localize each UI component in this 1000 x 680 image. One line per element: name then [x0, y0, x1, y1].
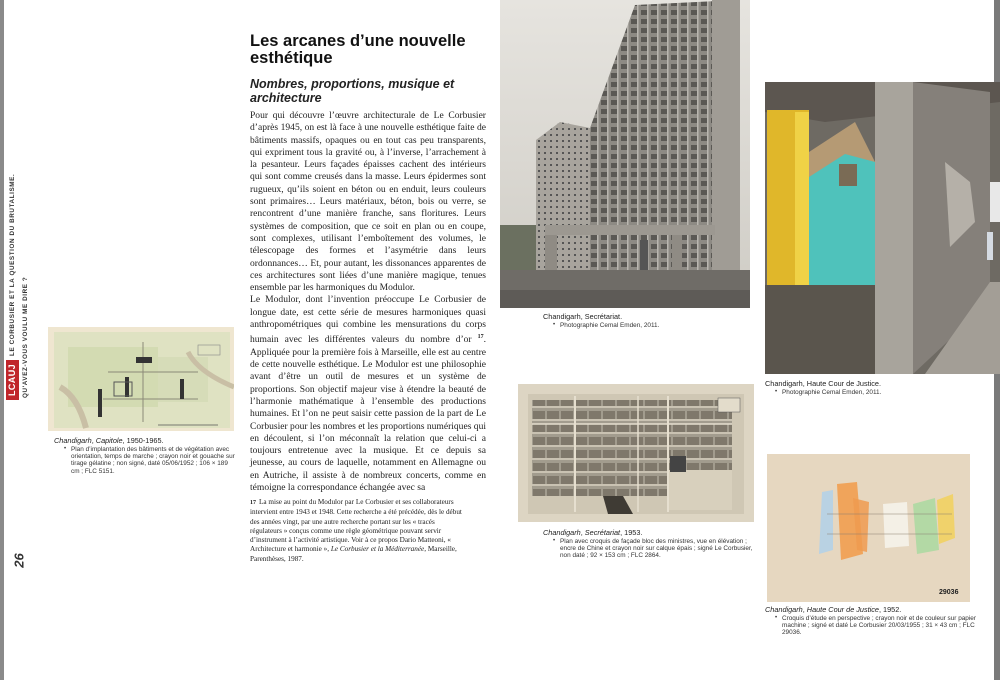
- caption-place: Chandigarh: [543, 528, 581, 537]
- caption-secretariat-photo: [543, 313, 753, 329]
- haute-cour-photograph: [765, 82, 1000, 374]
- footnote-reference[interactable]: 17: [477, 334, 484, 341]
- footnote-number: 17: [250, 500, 256, 506]
- footnote-text: La mise au point du Modulor par Le Corbusier et ses collaborateurs intervient entre 1943 et 1948. Cette recherche a été précédée, dès le début des années vingt, par une autre recherche portant sur les « tracés régulateurs » conçus comme une règle géométrique pouvant servir d’instrument à l’activité artistique. Voir à ce propos Dario Matteoni, « Architecture et harmonie »,: [250, 498, 462, 554]
- caption-work: Haute Cour de Justice: [806, 379, 879, 388]
- caption-detail: • Photographie Cemal Emden, 2011.: [543, 322, 753, 329]
- caption-secretariat-plan: [543, 529, 755, 560]
- series-question: QU'AVEZ-VOUS VOULU ME DIRE ?: [22, 276, 29, 398]
- article-title: Les arcanes d’une nouvelle esthétique: [250, 32, 466, 67]
- caption-title: Chandigarh, Capitole, 1950-1965.: [54, 436, 164, 445]
- caption-date: , 1952.: [879, 605, 902, 614]
- caption-date: , 1953.: [620, 528, 643, 537]
- caption-work: Capitole: [95, 436, 123, 445]
- footnote-book-title: Le Corbusier et la Méditerranée: [330, 545, 425, 554]
- archive-stamp: 29036: [939, 589, 959, 596]
- caption-place: Chandigarh: [765, 605, 803, 614]
- collection-badge: LCAUJ: [6, 360, 19, 400]
- caption-place: Chandigarh: [765, 379, 803, 388]
- figure-haute-cour-photo: [765, 82, 1000, 374]
- article-body: [250, 110, 486, 494]
- paragraph-2-end: . Appliquée pour la première fois à Marseille, elle est au centre de cette nouvelle esthétique. Le Modulor est une philosophie avant d’être un outil de mesures et un système de proportions. Son objectif majeur vise à étendre la beauté de l’harmonie mathématique à l’ensemble des productions humaines. Et l’on ne peut saisir cette passion de la part de Le Corbusier pour les nombres et les proportions numériques qui en découlent, si l’on méconnaît la relation que celui-ci a toujours entretenue avec la musique. Et ce depuis sa jeunesse, au cours de laquelle, notamment en Allemagne ou en Autriche, il assiste à de nombreux concerts, comme en témoigne la correspondance échangée avec sa: [250, 334, 487, 494]
- caption-place: Chandigarh: [54, 436, 92, 445]
- facade-elevation-drawing: [518, 384, 754, 522]
- paragraph-1: Pour qui découvre l’œuvre architecturale de Le Corbusier d’après 1945, on est là face à une nouvelle esthétique faite de bâtiments massifs, opaques ou en tout cas peu transparents, qui expriment tous la gravité ou, à l’inverse, l’arrachement à la pesanteur. Leurs façades épaisses cachent des intérieurs qui sont comme creusés dans la masse. Leurs épidermes sont rugueux, qu’ils soient en béton ou en enduit, leurs couleurs sont primaires… Leurs matériaux, béton, bois ou verre, se rencontrent d’une manière franche, sans floritures. Leurs systèmes de composition, que ce soit en plan ou en coupe, sont complexes, utilisant l’emboîtement des volumes, le télescopage des formes et l’asymétrie dans leurs ordonnances… Et, pour autant, les dissonances apparentes de ces architectures sont liées d’une manière magique, tenues ensemble par les harmoniques du Modulor.: [250, 110, 486, 294]
- paragraph-2-start: Le Modulor, dont l’invention préoccupe Le Corbusier de longue date, est cette série de mesures harmoniques quasi anthropométriques qui combine les mensurations du corps humain avec les différentes valeurs du nombre d’or: [250, 294, 486, 346]
- caption-date: .: [879, 379, 882, 388]
- page-number: 26: [11, 553, 27, 568]
- caption-detail: • Plan avec croquis de façade bloc des ministres, vue en élévation ; encre de Chine et crayon noir sur calque épais ; signé Le Corbusier, non daté ; 92 × 153 cm ; FLC 2864.: [543, 538, 755, 560]
- figure-capitole-plan: [48, 327, 234, 431]
- site-plan-drawing: [48, 327, 234, 431]
- figure-secretariat-photo: [500, 0, 750, 308]
- running-header: [6, 100, 32, 400]
- caption-detail: • Croquis d’étude en perspective ; crayon noir et de couleur sur papier machine ; signé et daté Le Corbusier 20/03/1955 ; 31 × 43 cm ; FLC 29036.: [765, 615, 990, 637]
- perspective-sketch: [767, 454, 970, 602]
- figure-secretariat-plan: [518, 384, 754, 522]
- footnote: [250, 498, 468, 564]
- caption-title: Chandigarh, Haute Cour de Justice.: [765, 379, 882, 388]
- page-edge-left: [0, 0, 4, 680]
- caption-title: Chandigarh, Haute Cour de Justice, 1952.: [765, 605, 902, 614]
- caption-haute-cour-sketch: [765, 606, 990, 637]
- caption-haute-cour-photo: [765, 380, 997, 396]
- article-subtitle: Nombres, proportions, musique et architecture: [250, 77, 455, 105]
- caption-work: Haute Cour de Justice: [806, 605, 879, 614]
- caption-detail: • Plan d’implantation des bâtiments et de végétation avec orientation, temps de marche ; crayon noir et gouache sur tirage gélatine ; non signé, daté 05/06/1952 ; 106 × 189 cm ; FLC 5151.: [54, 446, 238, 476]
- caption-title: Chandigarh, Secrétariat, 1953.: [543, 528, 643, 537]
- caption-date: , 1950-1965.: [122, 436, 164, 445]
- caption-capitole: [54, 437, 238, 475]
- figure-haute-cour-sketch: [767, 454, 970, 602]
- caption-date: .: [620, 312, 623, 321]
- caption-work: Secrétariat: [584, 312, 621, 321]
- footnote-text-end: , Marseille, Parenthèses, 1987.: [250, 545, 457, 563]
- series-title: LE CORBUSIER ET LA QUESTION DU BRUTALISME.: [9, 173, 16, 356]
- caption-place: Chandigarh: [543, 312, 581, 321]
- secretariat-photograph: [500, 0, 750, 308]
- caption-detail: • Photographie Cemal Emden, 2011.: [765, 389, 997, 396]
- paragraph-2: [250, 294, 486, 494]
- caption-title: Chandigarh, Secrétariat.: [543, 312, 623, 321]
- caption-work: Secrétariat: [584, 528, 621, 537]
